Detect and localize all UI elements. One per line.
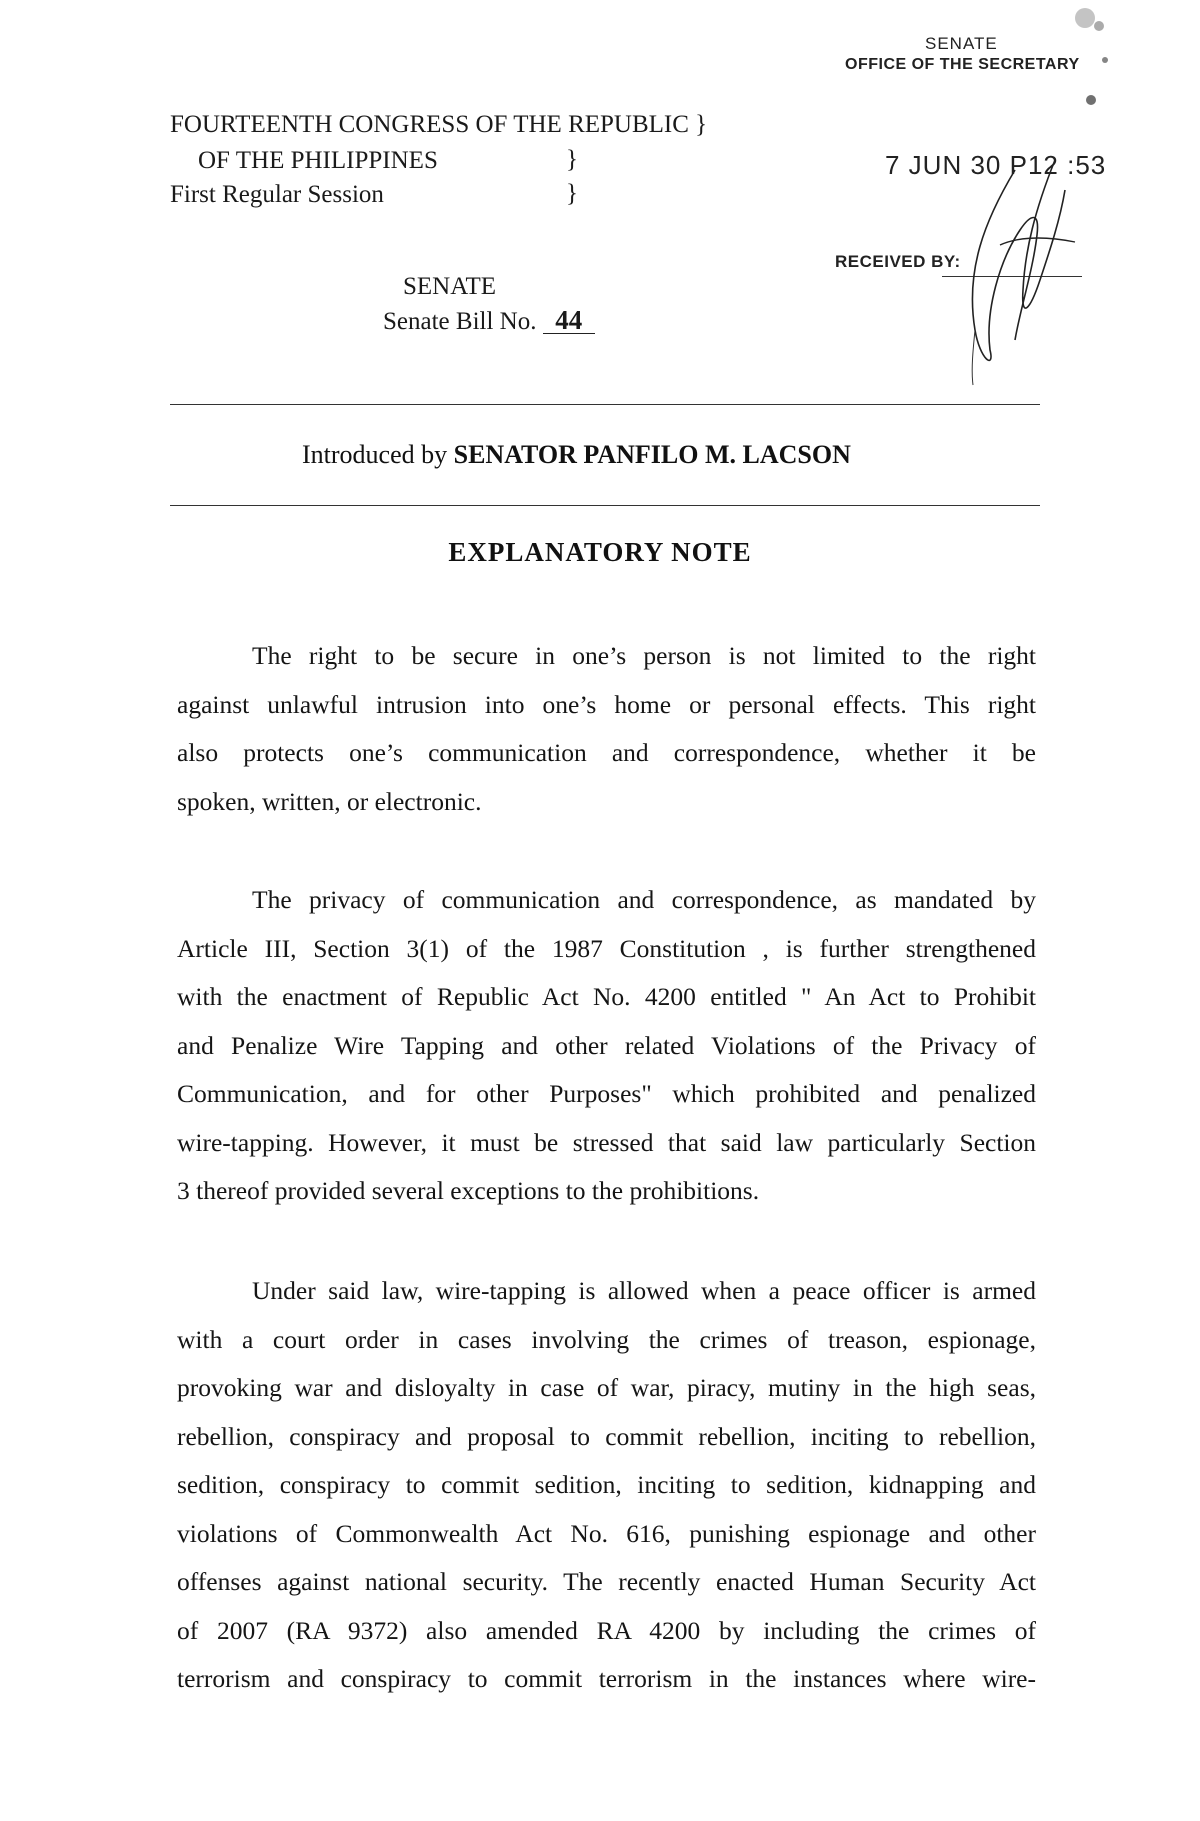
- brace-3: }: [566, 180, 578, 207]
- bill-number: 44: [543, 307, 595, 334]
- congress-line: FOURTEENTH CONGRESS OF THE REPUBLIC }: [170, 111, 708, 138]
- session-line: First Regular Session: [170, 181, 384, 208]
- chamber-label: SENATE: [403, 273, 497, 300]
- paragraph-line: offenses against national security. The recently enacted Human Security Act: [177, 1567, 1036, 1596]
- paragraph-line: rebellion, conspiracy and proposal to commit rebellion, inciting to rebellion,: [177, 1421, 1036, 1451]
- introduced-line: [302, 440, 851, 470]
- introduced-prefix: Introduced by: [302, 440, 448, 469]
- bill-label: [383, 307, 595, 337]
- stamp-date: 7 JUN 30 P12 :53: [885, 150, 1107, 180]
- paragraph-line: wire-tapping. However, it must be stressed that said law particularly Section: [177, 1127, 1036, 1157]
- rule-bottom: [170, 505, 1040, 506]
- stamp-senate: SENATE: [925, 34, 998, 53]
- signature-mark: [945, 150, 1095, 390]
- paragraph-1: [177, 632, 1036, 826]
- paragraph-line: Article III, Section 3(1) of the 1987 Constitution , is further strengthened: [177, 933, 1036, 963]
- stamp-office: OFFICE OF THE SECRETARY: [845, 56, 1080, 73]
- paragraph-line: The right to be secure in one’s person is not limited to the right: [252, 641, 1036, 670]
- paragraph-line: against unlawful intrusion into one’s home or personal effects. This right: [177, 689, 1036, 719]
- bill-label-text: Senate Bill No.: [383, 308, 537, 335]
- document-title: EXPLANATORY NOTE: [448, 537, 752, 567]
- seal-smudge: [1055, 0, 1125, 110]
- paragraph-line: Under said law, wire-tapping is allowed when a peace officer is armed: [252, 1276, 1036, 1305]
- paragraph-line: and Penalize Wire Tapping and other related Violations of the Privacy of: [177, 1030, 1036, 1060]
- paragraph-line: of 2007 (RA 9372) also amended RA 4200 by including the crimes of: [177, 1615, 1036, 1645]
- paragraph-line: 3 thereof provided several exceptions to the prohibitions.: [177, 1176, 760, 1205]
- paragraph-line: terrorism and conspiracy to commit terrorism in the instances where wire-: [177, 1664, 1036, 1693]
- paragraph-2: [177, 876, 1036, 1216]
- paragraph-line: Communication, and for other Purposes" which prohibited and penalized: [177, 1079, 1036, 1108]
- paragraph-3: [177, 1267, 1036, 1704]
- rule-top: [170, 404, 1040, 405]
- paragraph-line: also protects one’s communication and correspondence, whether it be: [177, 738, 1036, 767]
- paragraph-line: The privacy of communication and correspondence, as mandated by: [252, 885, 1036, 914]
- paragraph-line: with a court order in cases involving the crimes of treason, espionage,: [177, 1324, 1036, 1354]
- received-stamp: [795, 0, 1125, 390]
- paragraph-line: with the enactment of Republic Act No. 4200 entitled " An Act to Prohibit: [177, 982, 1036, 1011]
- paragraph-line: spoken, written, or electronic.: [177, 786, 482, 816]
- paragraph-line: violations of Commonwealth Act No. 616, punishing espionage and other: [177, 1518, 1036, 1548]
- stamp-received-by: RECEIVED BY:: [835, 252, 961, 271]
- paragraph-line: sedition, conspiracy to commit sedition, inciting to sedition, kidnapping and: [177, 1470, 1036, 1499]
- paragraph-line: provoking war and disloyalty in case of war, piracy, mutiny in the high seas,: [177, 1373, 1036, 1402]
- brace-2: }: [566, 146, 578, 173]
- republic-line: OF THE PHILIPPINES: [198, 147, 438, 174]
- sponsor-name: SENATOR PANFILO M. LACSON: [453, 440, 851, 469]
